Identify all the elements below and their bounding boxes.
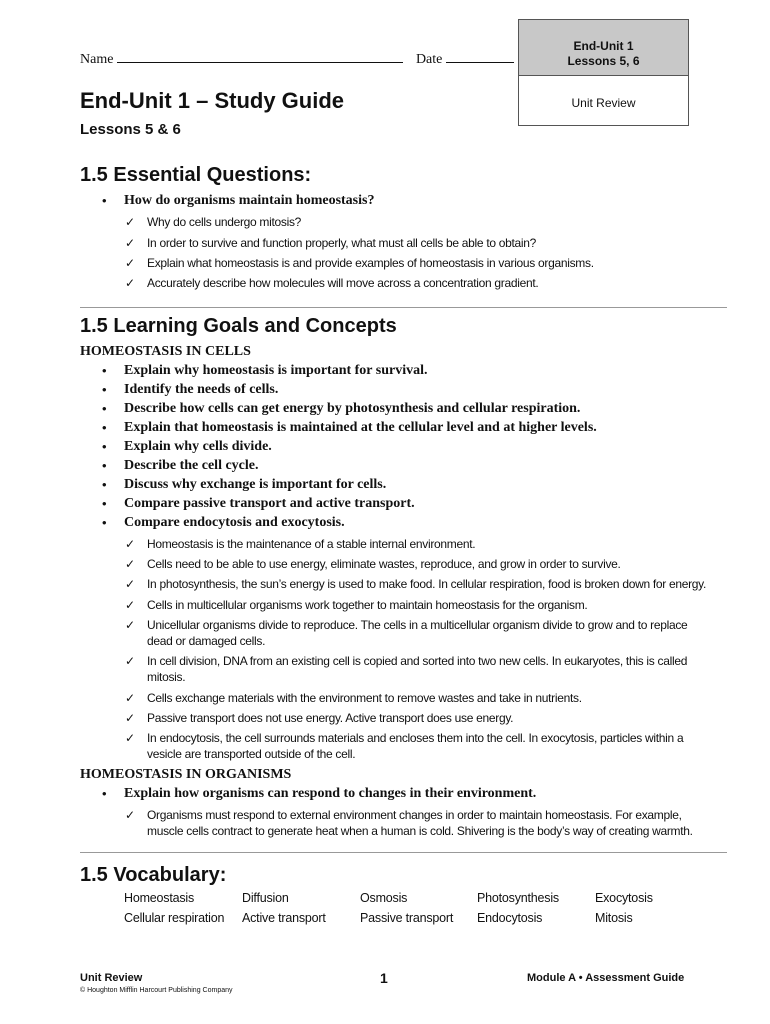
vocab-term: Passive transport	[360, 911, 454, 925]
vocabulary-heading: 1.5 Vocabulary:	[80, 864, 227, 886]
checkmark-icon: ✓	[125, 577, 135, 591]
name-label: Name	[80, 52, 114, 67]
goal-check-3: ✓ In photosynthesis, the sun’s energy is used to make food. In cellular respiration, food is broken down for energy.	[125, 577, 707, 591]
goal-bullet-2: • Identify the needs of cells.	[124, 382, 278, 398]
vocab-term: Active transport	[242, 911, 326, 925]
organisms-check: ✓ Organisms must respond to external environment changes in order to maintain homeostasis. For example, muscle cells contract to generate heat when a human is cold. Shivering is the body’s way of creating warmth.	[125, 808, 693, 838]
date-label: Date	[415, 52, 443, 67]
goal-bullet-5: • Explain why cells divide.	[124, 439, 272, 455]
vocab-term: Diffusion	[242, 891, 289, 905]
page-subtitle: Lessons 5 & 6	[80, 121, 181, 138]
essential-check-4: ✓ Accurately describe how molecules will move across a concentration gradient.	[125, 276, 539, 290]
goal-check-7: ✓ Cells exchange materials with the environment to remove wastes and take in nutrients.	[125, 691, 582, 705]
goal-check-5: ✓ Unicellular organisms divide to reproduce. The cells in a multicellular organism divide to grow and to replace dead or damaged cells.	[125, 618, 688, 648]
checkmark-icon: ✓	[125, 731, 135, 745]
essential-check-3: ✓ Explain what homeostasis is and provide examples of homeostasis in various organisms.	[125, 256, 594, 270]
homeostasis-cells-subhead: HOMEOSTASIS IN CELLS	[80, 344, 251, 359]
name-field[interactable]	[117, 50, 403, 63]
lessons-label: Lessons 5, 6	[567, 54, 640, 68]
vocab-term: Endocytosis	[477, 911, 543, 925]
checkmark-icon: ✓	[125, 256, 135, 270]
goal-bullet-3: • Describe how cells can get energy by photosynthesis and cellular respiration.	[124, 401, 580, 417]
goal-check-6: ✓ In cell division, DNA from an existing cell is copied and sorted into two new cells. In eukaryotes, this is called mitosis.	[125, 654, 688, 684]
unit-label: End-Unit 1	[573, 39, 634, 53]
learning-goals-heading: 1.5 Learning Goals and Concepts	[80, 315, 397, 337]
unit-review-label: Unit Review	[571, 96, 636, 110]
vocab-term: Cellular respiration	[124, 911, 225, 925]
goal-bullet-6: • Describe the cell cycle.	[124, 458, 259, 474]
checkmark-icon: ✓	[125, 808, 135, 822]
vocab-term: Osmosis	[360, 891, 408, 905]
unit-info-header	[519, 20, 688, 76]
essential-questions-heading: 1.5 Essential Questions:	[80, 164, 312, 186]
goal-bullet-1: • Explain why homeostasis is important for survival.	[124, 363, 428, 379]
essential-bullet: • How do organisms maintain homeostasis?	[124, 193, 374, 209]
copyright: © Houghton Mifflin Harcourt Publishing Company	[80, 987, 233, 994]
vocab-term: Photosynthesis	[477, 891, 559, 905]
goal-bullet-7: • Discuss why exchange is important for cells.	[124, 477, 386, 493]
checkmark-icon: ✓	[125, 557, 135, 571]
checkmark-icon: ✓	[125, 691, 135, 705]
unit-info-box	[518, 19, 689, 126]
goal-check-1: ✓ Homeostasis is the maintenance of a stable internal environment.	[125, 537, 476, 551]
checkmark-icon: ✓	[125, 598, 135, 612]
homeostasis-organisms-subhead: HOMEOSTASIS IN ORGANISMS	[80, 767, 292, 782]
date-field[interactable]	[446, 50, 514, 63]
vocab-term: Homeostasis	[124, 891, 195, 905]
checkmark-icon: ✓	[125, 654, 135, 668]
goal-bullet-9: • Compare endocytosis and exocytosis.	[124, 515, 345, 531]
footer-right: Module A • Assessment Guide	[527, 972, 685, 984]
name-date-row	[80, 50, 514, 68]
footer-left: Unit Review	[80, 972, 143, 984]
vocab-term: Exocytosis	[595, 891, 653, 905]
section-divider	[80, 307, 727, 308]
goal-check-8: ✓ Passive transport does not use energy. Active transport does use energy.	[125, 711, 514, 725]
goal-check-2: ✓ Cells need to be able to use energy, eliminate wastes, reproduce, and grow in order to survive.	[125, 557, 621, 571]
checkmark-icon: ✓	[125, 276, 135, 290]
vocab-term: Mitosis	[595, 911, 633, 925]
checkmark-icon: ✓	[125, 711, 135, 725]
section-divider	[80, 852, 727, 853]
organisms-bullet: • Explain how organisms can respond to changes in their environment.	[124, 786, 536, 802]
checkmark-icon: ✓	[125, 537, 135, 551]
goal-bullet-4: • Explain that homeostasis is maintained at the cellular level and at higher levels.	[124, 420, 597, 436]
goal-check-9: ✓ In endocytosis, the cell surrounds materials and encloses them into the cell. In exocytosis, particles within a vesicle are transported outside of the cell.	[125, 731, 684, 761]
page-number: 1	[380, 970, 388, 986]
essential-check-2: ✓ In order to survive and function properly, what must all cells be able to obtain?	[125, 236, 537, 250]
checkmark-icon: ✓	[125, 215, 135, 229]
checkmark-icon: ✓	[125, 236, 135, 250]
goal-bullet-8: • Compare passive transport and active transport.	[124, 496, 415, 512]
page-title: End-Unit 1 – Study Guide	[80, 88, 345, 113]
essential-check-1: ✓ Why do cells undergo mitosis?	[125, 215, 302, 229]
goal-check-4: ✓ Cells in multicellular organisms work together to maintain homeostasis for the organism.	[125, 598, 588, 612]
checkmark-icon: ✓	[125, 618, 135, 632]
